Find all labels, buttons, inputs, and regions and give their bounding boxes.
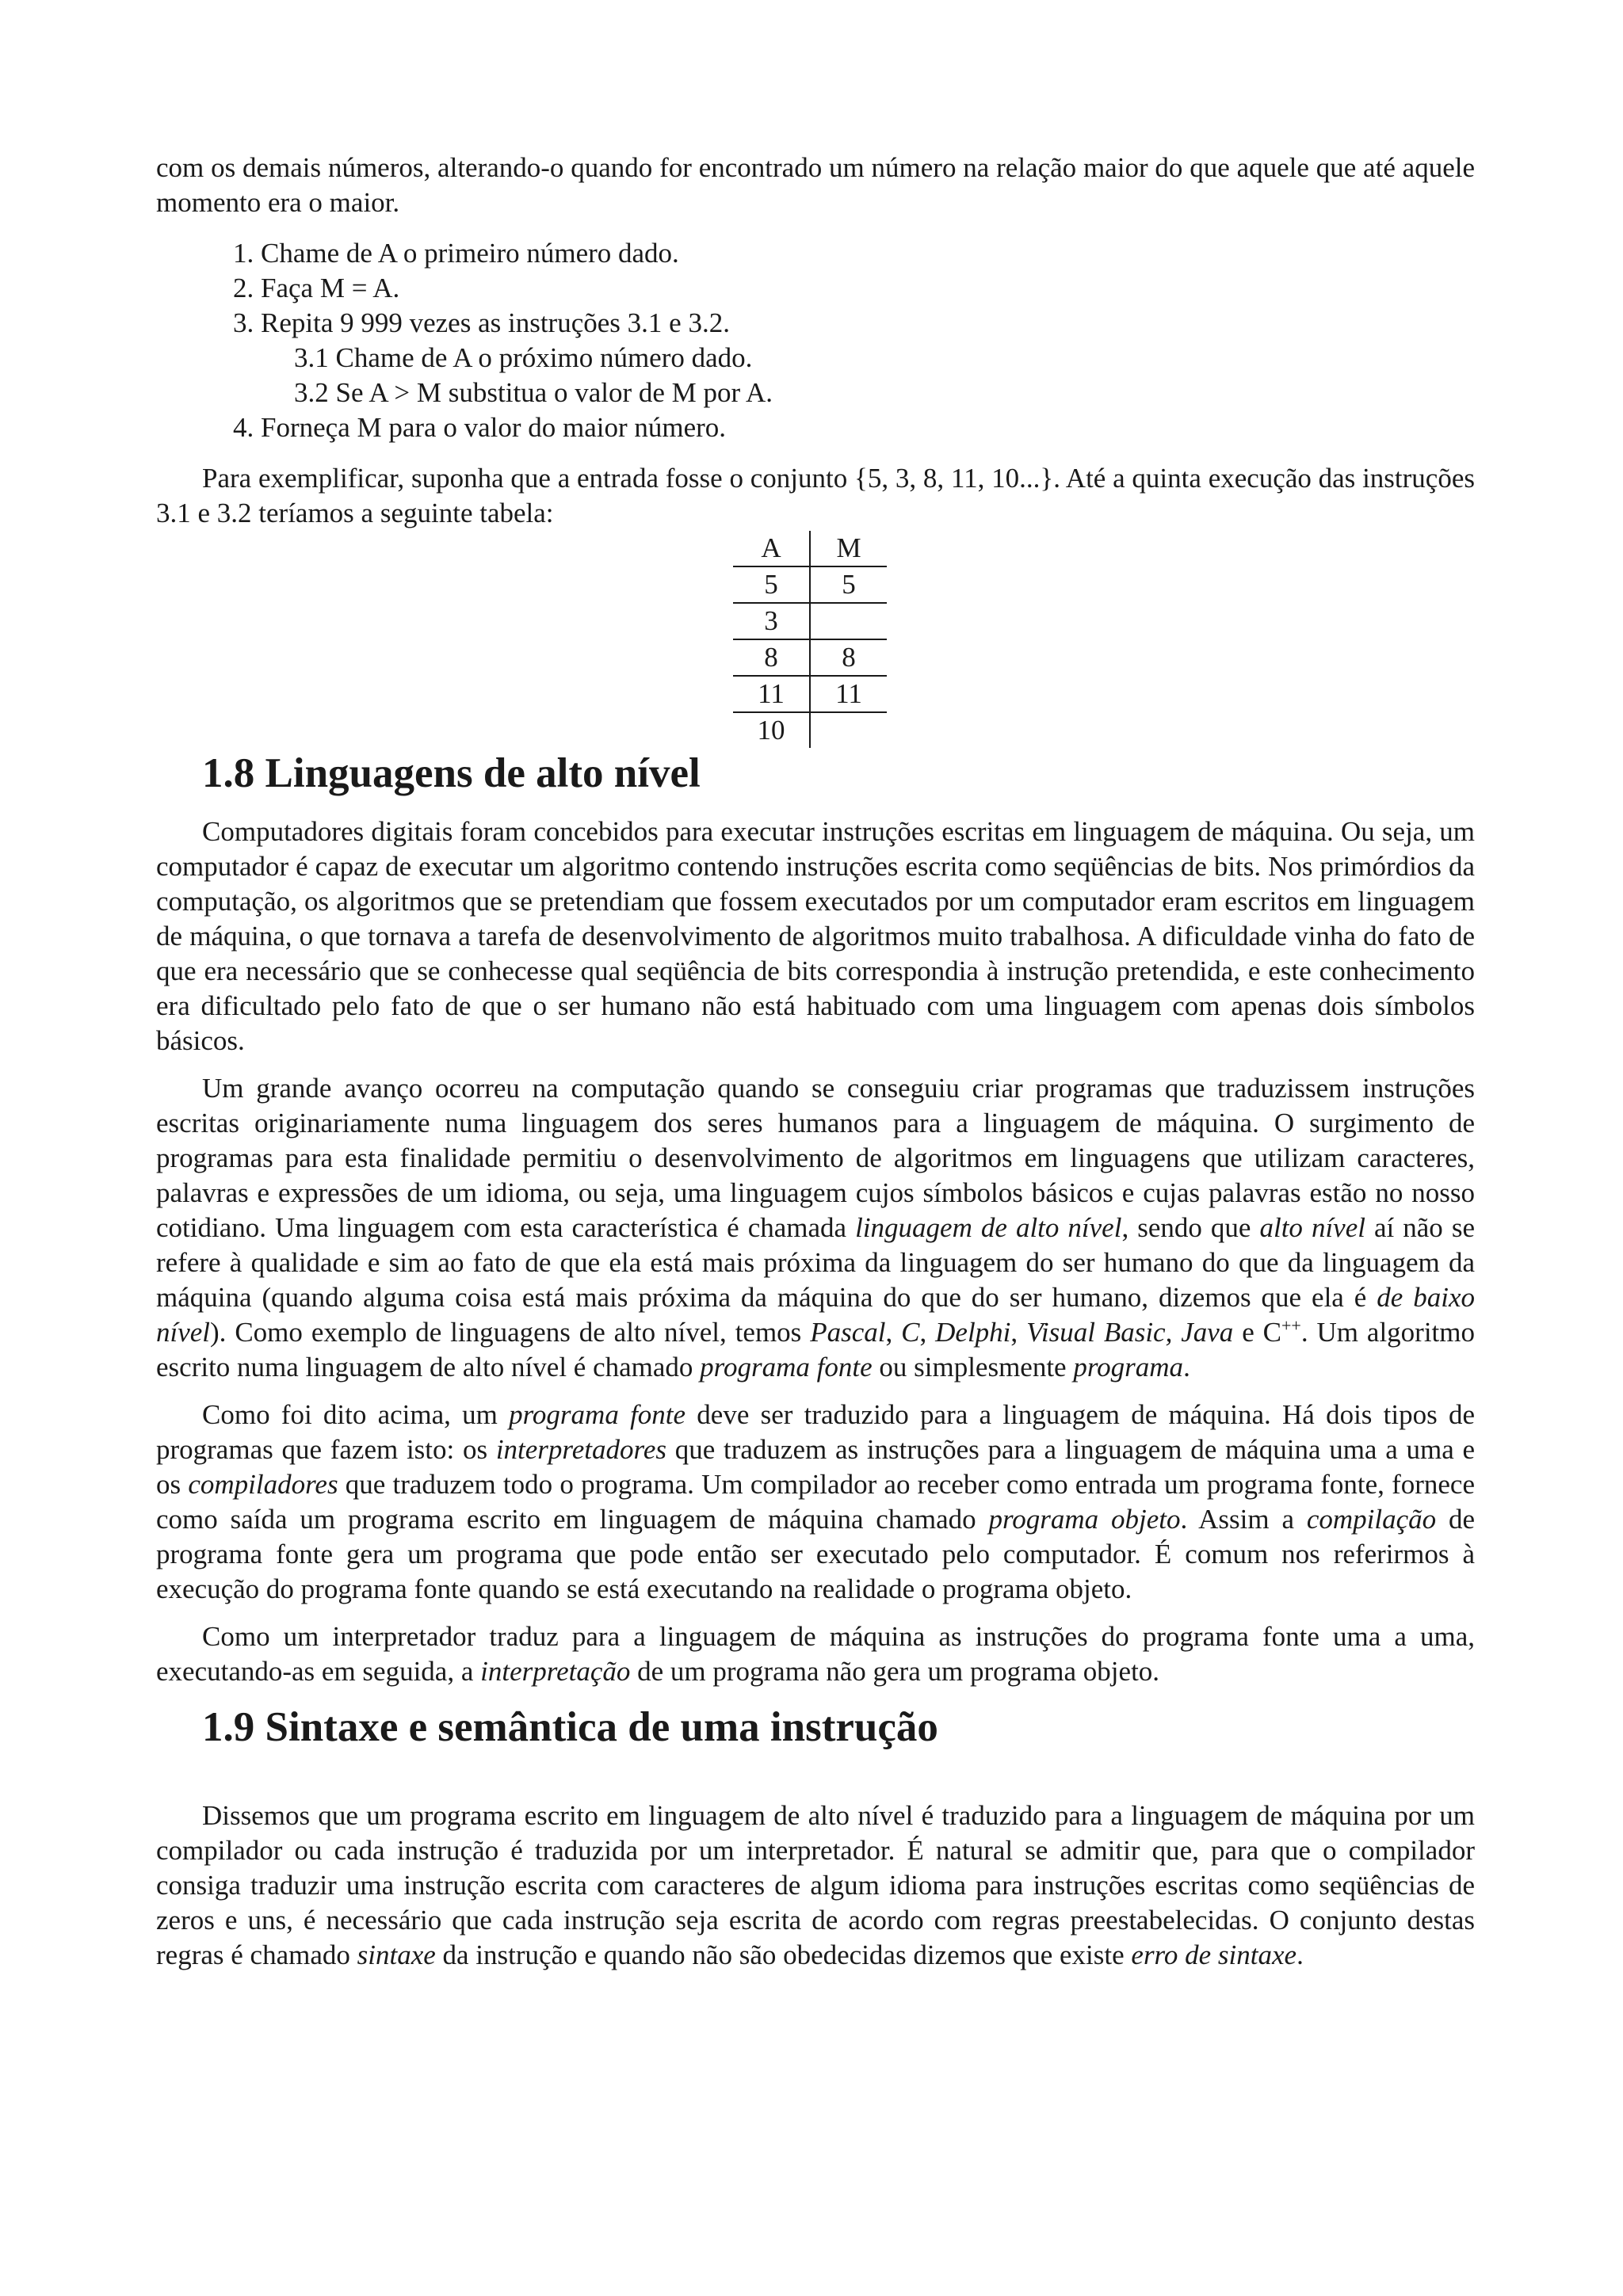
text-span: que traduzem as instruções para a linguagem de máquina uma a uma e os <box>156 1434 1475 1500</box>
italic-term: sintaxe <box>357 1939 436 1970</box>
italic-term: Delphi <box>935 1317 1011 1348</box>
page-content <box>156 151 1475 1973</box>
italic-term: compiladores <box>188 1469 338 1500</box>
table-header-m: M <box>810 531 887 566</box>
text-span: Um grande avanço ocorreu na computação quando se conseguiu criar programas que traduzissem instruções escritas originariamente numa linguagem dos seres humanos para a linguagem de máquina. O surgimento de programas para esta finalidade permitiu o desenvolvimento de algoritmos em linguagens que utilizam caracteres, palavras e expressões de um idioma, ou seja, uma linguagem cujos símbolos básicos e cujas palavras estão no nosso cotidiano. Uma linguagem com esta característica é chamada <box>156 1073 1475 1243</box>
italic-term: Pascal <box>810 1317 886 1348</box>
section-1-8-paragraph-4 <box>156 1619 1475 1689</box>
text-span: ou simplesmente <box>872 1352 1074 1383</box>
table-cell-m <box>810 603 887 639</box>
algorithm-substep: 3.1 Chame de A o próximo número dado. <box>294 342 753 373</box>
text-span: , <box>1010 1317 1027 1348</box>
text-span: Como foi dito acima, um <box>202 1399 510 1430</box>
algorithm-substep: 3.2 Se A > M substitua o valor de M por A. <box>294 377 773 408</box>
algorithm-steps <box>156 236 1475 445</box>
algorithm-step: 2. Faça M = A. <box>233 273 400 303</box>
example-paragraph: Para exemplificar, suponha que a entrada fosse o conjunto {5, 3, 8, 11, 10...}. Até a quinta execução das instruções 3.1 e 3.2 teríamos a seguinte tabela: <box>156 463 1475 528</box>
italic-term: interpretação <box>480 1656 631 1687</box>
text-span: , sendo que <box>1121 1212 1260 1243</box>
table-header-row <box>733 531 887 566</box>
text-span: aí não se refere à qualidade e sim ao fato de que ela está mais próxima da linguagem do ser humano do que da linguagem da máquina (quando alguma coisa está mais próxima da máquina do que do ser humano, dizemos que ela é <box>156 1212 1475 1313</box>
italic-term: programa objeto <box>988 1504 1181 1535</box>
italic-term: interpretadores <box>495 1434 666 1465</box>
section-1-8-paragraph-1: Computadores digitais foram concebidos para executar instruções escritas em linguagem de máquina. Ou seja, um computador é capaz de executar um algoritmo contendo instruções escrita como seqüências de bits. Nos primórdios da computação, os algoritmos que se pretendiam que fossem executados por um computador eram escritos em linguagem de máquina, o que tornava a tarefa de desenvolvimento de algoritmos muito trabalhosa. A dificuldade vinha do fato de que era necessário que se conhecesse qual seqüência de bits correspondia à instrução pretendida, e este conhecimento era dificultado pelo fato de que o ser humano não está habituado com uma linguagem com apenas dois símbolos básicos. <box>156 816 1475 1056</box>
algorithm-step: 1. Chame de A o primeiro número dado. <box>233 238 679 269</box>
table-cell-a: 11 <box>733 676 810 712</box>
section-heading-1-8: 1.8 Linguagens de alto nível <box>202 750 701 796</box>
text-span: . Assim a <box>1180 1504 1307 1535</box>
table-cell-m: 8 <box>810 639 887 676</box>
italic-term: programa fonte <box>700 1352 873 1383</box>
section-1-8-paragraph-2 <box>156 1071 1475 1385</box>
text-span: da instrução e quando não são obedecidas dizemos que existe <box>435 1939 1132 1970</box>
table-header-a: A <box>733 531 810 566</box>
italic-term: Visual Basic, Java <box>1026 1317 1234 1348</box>
section-1-8-paragraph-3 <box>156 1398 1475 1607</box>
text-span: , <box>885 1317 902 1348</box>
text-span: . <box>1296 1939 1304 1970</box>
text-span: e C <box>1233 1317 1282 1348</box>
text-span: Dissemos que um programa escrito em linguagem de alto nível é traduzido para a linguagem de máquina por um compilador ou cada instrução é traduzida por um interpretador. É natural se admitir que, para que o compilador consiga traduzir uma instrução escrita com caracteres de algum idioma para instruções escritas como seqüências de zeros e uns, é necessário que cada instrução seja escrita de acordo com regras preestabelecidas. O conjunto destas regras é chamado <box>156 1800 1475 1970</box>
text-span: . Um algoritmo escrito numa linguagem de alto nível é chamado <box>156 1317 1475 1383</box>
italic-term: compilação <box>1306 1504 1437 1535</box>
italic-term: de baixo nível <box>156 1282 1476 1348</box>
intro-paragraph: com os demais números, alterando-o quando for encontrado um número na relação maior do que aquele que até aquele momento era o maior. <box>156 152 1475 218</box>
table-cell-a: 10 <box>733 712 810 748</box>
table-cell-m: 11 <box>810 676 887 712</box>
text-span: de programa fonte gera um programa que pode então ser executado pelo computador. É comum nos referirmos à execução do programa fonte quando se está executando na realidade o programa objeto. <box>156 1504 1475 1604</box>
section-heading-1-9: 1.9 Sintaxe e semântica de uma instrução <box>202 1704 938 1750</box>
algorithm-step: 3. Repita 9 999 vezes as instruções 3.1 e 3.2. <box>233 307 730 338</box>
trace-table <box>733 531 887 748</box>
section-1-9-paragraph-1 <box>156 1798 1475 1973</box>
text-span: que traduzem todo o programa. Um compilador ao receber como entrada um programa fonte, fornece como saída um programa escrito em linguagem de máquina chamado <box>156 1469 1475 1535</box>
text-span: de um programa não gera um programa objeto. <box>630 1656 1160 1687</box>
italic-term: programa fonte <box>509 1399 686 1430</box>
table-row <box>733 566 887 603</box>
text-span: deve ser traduzido para a linguagem de máquina. Há dois tipos de programas que fazem isto: os <box>156 1399 1475 1465</box>
algorithm-step: 4. Forneça M para o valor do maior número. <box>233 412 727 443</box>
table-cell-m: 5 <box>810 566 887 603</box>
italic-term: C <box>901 1317 920 1348</box>
table-row <box>733 639 887 676</box>
table-cell-a: 8 <box>733 639 810 676</box>
italic-term: programa <box>1073 1352 1184 1383</box>
table-cell-a: 5 <box>733 566 810 603</box>
text-span: Como um interpretador traduz para a linguagem de máquina as instruções do programa fonte uma a uma, executando-as em seguida, a <box>156 1621 1475 1687</box>
text-span: . <box>1183 1352 1190 1383</box>
table-cell-a: 3 <box>733 603 810 639</box>
table-row <box>733 712 887 748</box>
table-cell-m <box>810 712 887 748</box>
superscript: ++ <box>1281 1315 1301 1336</box>
text-span: ). Como exemplo de linguagens de alto nível, temos <box>210 1317 811 1348</box>
text-span: , <box>919 1317 936 1348</box>
table-row <box>733 603 887 639</box>
italic-term: erro de sintaxe <box>1131 1939 1297 1970</box>
italic-term: linguagem de alto nível <box>855 1212 1122 1243</box>
table-row <box>733 676 887 712</box>
italic-term: alto nível <box>1259 1212 1365 1243</box>
